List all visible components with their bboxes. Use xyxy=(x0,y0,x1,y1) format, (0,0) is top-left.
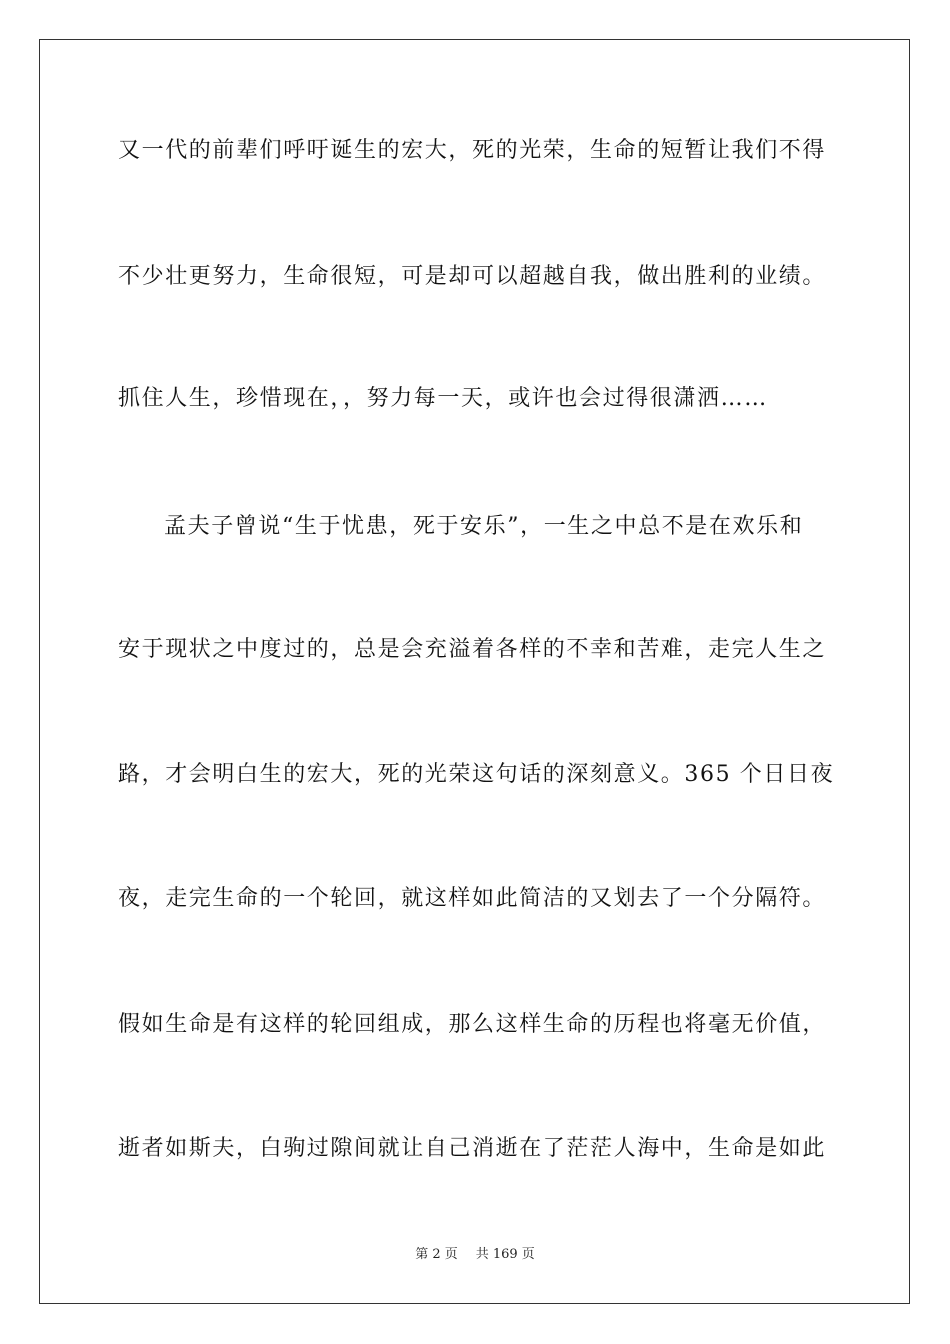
body-text-line: 逝者如斯夫，白驹过隙间就让自己消逝在了茫茫人海中，生命是如此 xyxy=(118,1136,827,1161)
body-text-line: 抓住人生，珍惜现在，，努力每一天，或许也会过得很潇洒…… xyxy=(118,386,768,411)
page-border xyxy=(39,39,910,1304)
body-text-line: 夜，走完生命的一个轮回，就这样如此简洁的又划去了一个分隔符。 xyxy=(118,886,827,911)
body-text-line: 不少壮更努力，生命很短，可是却可以超越自我，做出胜利的业绩。 xyxy=(118,264,827,289)
page-number: 第 2 页 xyxy=(415,1247,458,1262)
body-text-line: 安于现状之中度过的，总是会充溢着各样的不幸和苦难，走完人生之 xyxy=(118,637,827,662)
page-footer xyxy=(0,1246,950,1264)
paragraph-first-line: 孟夫子曾说“生于忧患，死于安乐”，一生之中总不是在欢乐和 xyxy=(164,514,804,539)
total-pages: 共 169 页 xyxy=(475,1247,535,1262)
body-text-line: 又一代的前辈们呼吁诞生的宏大，死的光荣，生命的短暂让我们不得 xyxy=(118,138,827,163)
body-text-line: 路，才会明白生的宏大，死的光荣这句话的深刻意义。365 个日日夜 xyxy=(118,762,835,787)
body-text-line: 假如生命是有这样的轮回组成，那么这样生命的历程也将毫无价值， xyxy=(118,1012,827,1037)
